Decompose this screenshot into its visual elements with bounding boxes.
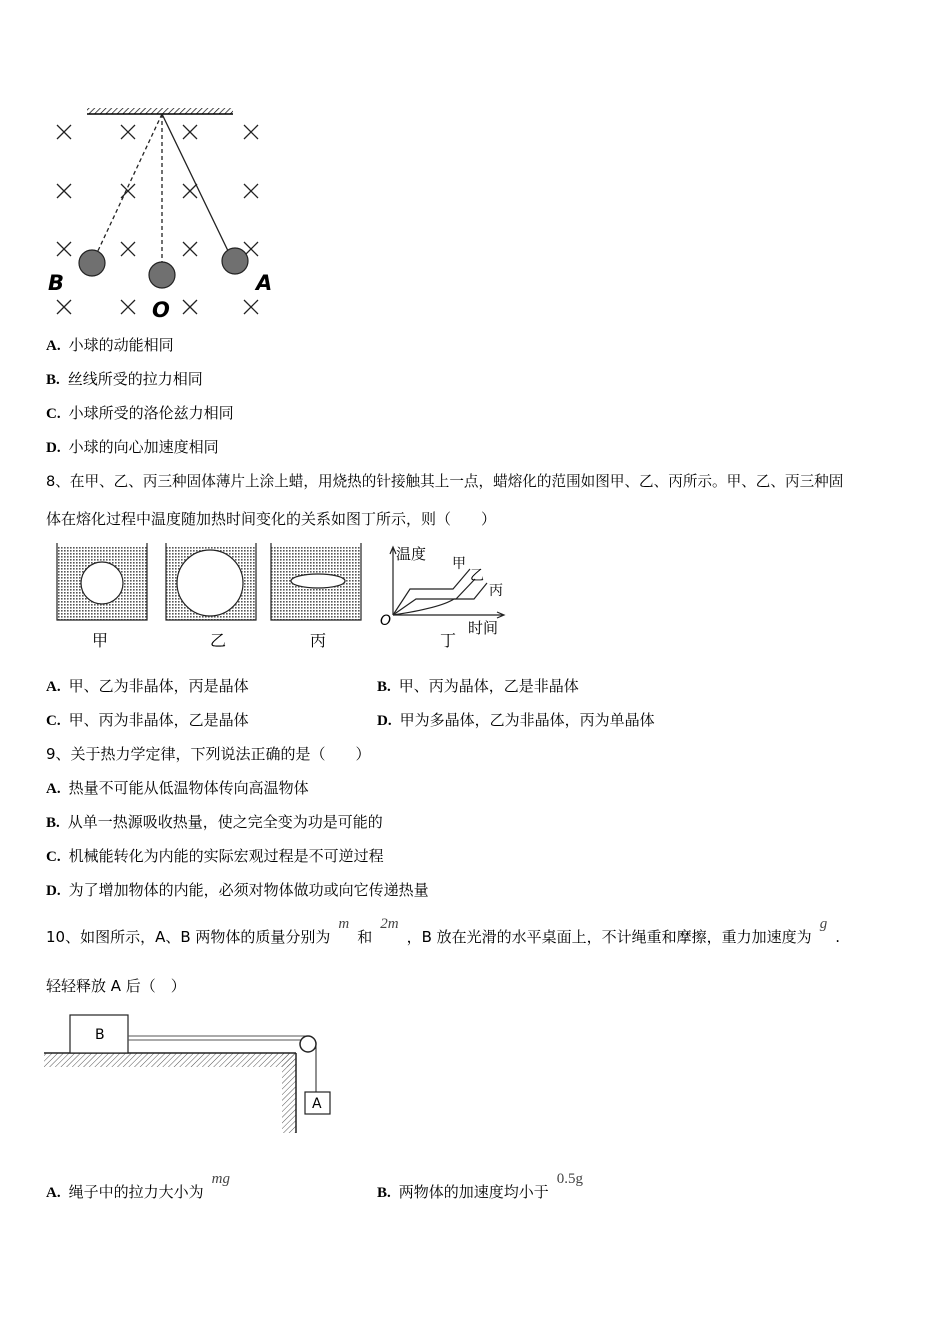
label-jia: 甲: [92, 631, 109, 650]
q8-option-c[interactable]: C. 甲、丙为非晶体，乙是晶体: [46, 711, 249, 729]
block-b-label: B: [95, 1027, 105, 1043]
label-yi: 乙: [210, 631, 227, 650]
q8-option-b[interactable]: B. 甲、丙为晶体，乙是非晶体: [377, 677, 579, 695]
pulley-blocks-figure: [44, 1010, 344, 1135]
q10-stem-line1: 10、如图所示，A、B 两物体的质量分别为m和2m，B 放在光滑的水平桌面上，不计绳重和摩擦，重力加速度为g.: [46, 916, 840, 946]
label-b: B: [48, 271, 65, 295]
q7-option-b[interactable]: B. 丝线所受的拉力相同: [46, 370, 203, 388]
q10-stem-line2: 轻轻释放 A 后（ ）: [46, 977, 186, 995]
q7-option-d[interactable]: D. 小球的向心加速度相同: [46, 438, 219, 456]
q7-option-a[interactable]: A. 小球的动能相同: [46, 336, 174, 354]
curve-label-yi: 乙: [470, 568, 484, 584]
q10-option-a[interactable]: A. 绳子中的拉力大小为mg: [46, 1171, 230, 1201]
label-bing: 丙: [310, 631, 327, 650]
pendulum-magnetic-field-figure: [40, 100, 280, 325]
q10-option-b[interactable]: B. 两物体的加速度均小于0.5g: [377, 1171, 584, 1201]
q9-stem: 9、关于热力学定律，下列说法正确的是（ ）: [46, 745, 371, 763]
q9-option-c[interactable]: C. 机械能转化为内能的实际宏观过程是不可逆过程: [46, 847, 384, 865]
q9-option-b[interactable]: B. 从单一热源吸收热量，使之完全变为功是可能的: [46, 813, 383, 831]
wax-melting-figure: [40, 538, 520, 656]
label-o: O: [152, 298, 170, 322]
q8-stem-line1: 8、在甲、乙、丙三种固体薄片上涂上蜡，用烧热的针接触其上一点，蜡熔化的范围如图甲、乙、丙所示。甲、乙、丙三种固: [46, 473, 844, 490]
q7-option-c[interactable]: C. 小球所受的洛伦兹力相同: [46, 404, 234, 422]
curve-label-jia: 甲: [452, 556, 466, 572]
q8-option-d[interactable]: D. 甲为多晶体，乙为非晶体，丙为单晶体: [377, 711, 655, 729]
curve-label-bing: 丙: [489, 583, 503, 599]
q8-stem-line2: 体在熔化过程中温度随加热时间变化的关系如图丁所示，则（ ）: [46, 510, 497, 528]
label-a: A: [256, 271, 273, 295]
q8-option-a[interactable]: A. 甲、乙为非晶体，丙是晶体: [46, 677, 249, 695]
label-ding: 丁: [440, 631, 457, 650]
q9-option-d[interactable]: D. 为了增加物体的内能，必须对物体做功或向它传递热量: [46, 881, 429, 899]
block-a-label: A: [312, 1096, 322, 1112]
q9-option-a[interactable]: A. 热量不可能从低温物体传向高温物体: [46, 779, 309, 797]
origin-label: O: [380, 613, 392, 629]
axis-label-time: 时间: [468, 619, 499, 637]
axis-label-temperature: 温度: [396, 545, 427, 563]
